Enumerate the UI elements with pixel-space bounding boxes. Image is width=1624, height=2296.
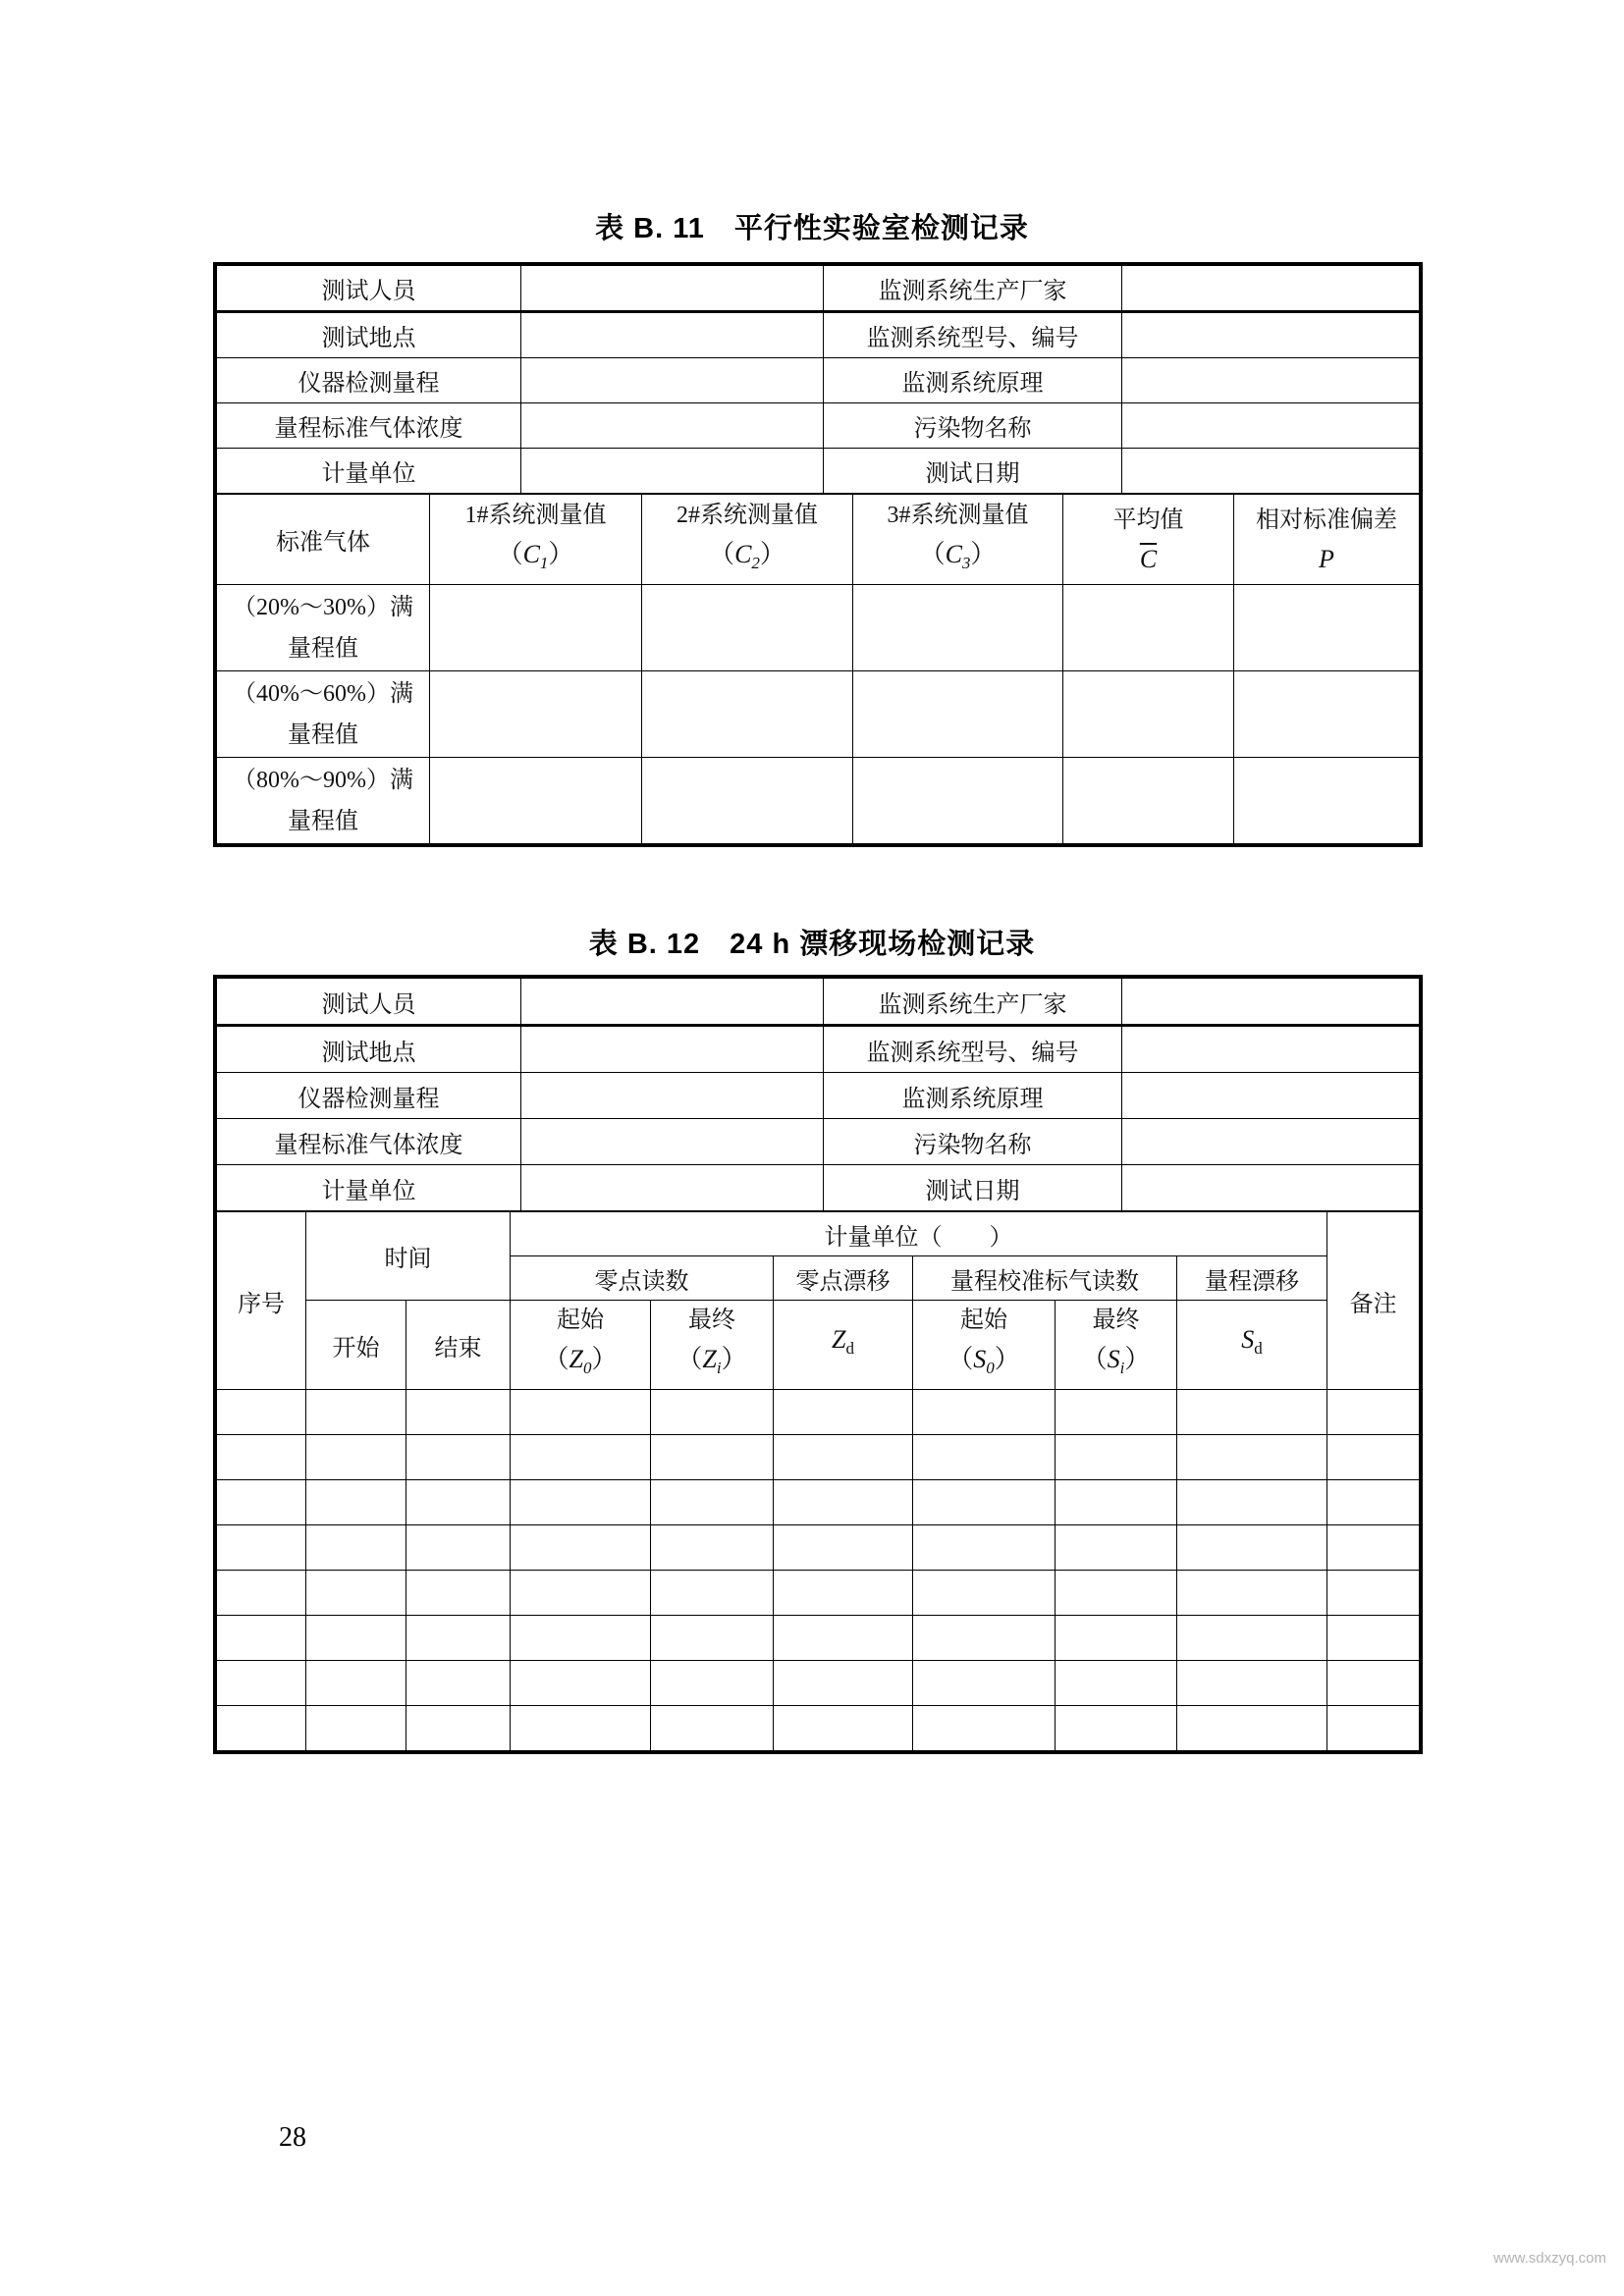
- table-row: [217, 1390, 1420, 1435]
- header-z0: [511, 1301, 651, 1390]
- header-z0-symbol: $(Z_0)$: [543, 1345, 618, 1378]
- empty-cell: [1056, 1390, 1177, 1435]
- empty-cell: [217, 1661, 306, 1706]
- row-label: （80%～90%）满量程值: [217, 758, 430, 844]
- empty-cell: [774, 1480, 913, 1525]
- empty-cell: [217, 1525, 306, 1571]
- row-label: （40%～60%）满量程值: [217, 671, 430, 758]
- empty-cell: [1056, 1571, 1177, 1616]
- empty-cell: [511, 1571, 651, 1616]
- info-label: 监测系统原理: [824, 358, 1122, 403]
- table-row: [217, 671, 1420, 758]
- info-value-cell: [521, 266, 824, 312]
- empty-cell: [774, 1525, 913, 1571]
- header-sys1-symbol: $(C_1)$: [497, 539, 574, 573]
- empty-cell: [511, 1706, 651, 1751]
- table-row: [217, 403, 1420, 449]
- empty-cell: [1327, 1661, 1420, 1706]
- empty-cell: [1177, 1525, 1327, 1571]
- info-value-cell: [1122, 403, 1420, 449]
- header-span-drift: 量程漂移: [1177, 1256, 1327, 1301]
- empty-cell: [913, 1480, 1056, 1525]
- empty-cell: [406, 1661, 511, 1706]
- table-row: [217, 1480, 1420, 1525]
- empty-cell: [306, 1661, 406, 1706]
- watermark: www.sdxzyq.com: [1492, 2250, 1606, 2267]
- empty-cell: [511, 1616, 651, 1661]
- empty-cell: [1327, 1706, 1420, 1751]
- header-s0-label: 起始: [960, 1308, 1007, 1334]
- info-label: 测试人员: [217, 266, 521, 312]
- header-average-symbol: $\overline{C}$: [1139, 544, 1158, 573]
- empty-cell: [774, 1435, 913, 1480]
- info-value-cell: [1122, 358, 1420, 403]
- info-value-cell: [521, 1165, 824, 1211]
- b12-empty-body: [217, 1390, 1420, 1751]
- info-label: 量程标准气体浓度: [217, 1119, 521, 1165]
- empty-cell: [651, 1435, 774, 1480]
- table-row: [217, 758, 1420, 844]
- header-sys3: [853, 495, 1063, 585]
- info-value-cell: [521, 1073, 824, 1119]
- info-value-cell: [521, 403, 824, 449]
- empty-cell: [913, 1661, 1056, 1706]
- empty-cell: [651, 1661, 774, 1706]
- empty-cell: [217, 1390, 306, 1435]
- empty-cell: [642, 585, 853, 671]
- info-value-cell: [1122, 1119, 1420, 1165]
- table-row: [217, 358, 1420, 403]
- header-zero-reading: 零点读数: [511, 1256, 774, 1301]
- table-row: [217, 1119, 1420, 1165]
- empty-cell: [1234, 758, 1420, 844]
- empty-cell: [217, 1706, 306, 1751]
- empty-cell: [306, 1571, 406, 1616]
- empty-cell: [1177, 1616, 1327, 1661]
- header-span-reading: 量程校准标气读数: [913, 1256, 1177, 1301]
- info-value-cell: [1122, 1026, 1420, 1073]
- empty-cell: [511, 1435, 651, 1480]
- empty-cell: [1056, 1525, 1177, 1571]
- empty-cell: [651, 1480, 774, 1525]
- header-remark: 备注: [1327, 1212, 1420, 1390]
- table-row: [217, 979, 1420, 1026]
- empty-cell: [913, 1390, 1056, 1435]
- info-label: 监测系统生产厂家: [824, 979, 1122, 1026]
- table-row: [217, 312, 1420, 358]
- header-zero-drift: 零点漂移: [774, 1256, 913, 1301]
- header-zi-symbol: $(Z_i)$: [677, 1345, 747, 1378]
- empty-cell: [651, 1616, 774, 1661]
- info-value-cell: [521, 1026, 824, 1073]
- info-value-cell: [1122, 1165, 1420, 1211]
- info-label: 监测系统原理: [824, 1073, 1122, 1119]
- empty-cell: [1063, 671, 1234, 758]
- empty-cell: [853, 671, 1063, 758]
- table-row: [217, 1026, 1420, 1073]
- table-row: [217, 1661, 1420, 1706]
- empty-cell: [306, 1616, 406, 1661]
- header-sys1: [430, 495, 642, 585]
- empty-cell: [913, 1706, 1056, 1751]
- header-average: [1063, 495, 1234, 585]
- empty-cell: [1327, 1525, 1420, 1571]
- page-number: 28: [279, 2122, 306, 2153]
- table-header-row: [217, 495, 1420, 585]
- info-label: 测试人员: [217, 979, 521, 1026]
- empty-cell: [1177, 1435, 1327, 1480]
- empty-cell: [913, 1525, 1056, 1571]
- empty-cell: [774, 1706, 913, 1751]
- info-label: 计量单位: [217, 449, 521, 494]
- info-label: 仪器检测量程: [217, 358, 521, 403]
- info-value-cell: [521, 1119, 824, 1165]
- info-label: 仪器检测量程: [217, 1073, 521, 1119]
- empty-cell: [1234, 585, 1420, 671]
- empty-cell: [774, 1661, 913, 1706]
- header-z0-label: 起始: [557, 1308, 604, 1334]
- empty-cell: [406, 1616, 511, 1661]
- info-value-cell: [521, 979, 824, 1026]
- header-zd: [774, 1301, 913, 1390]
- header-sys2-label: 2#系统测量值: [677, 502, 818, 528]
- info-value-cell: [521, 358, 824, 403]
- empty-cell: [913, 1571, 1056, 1616]
- empty-cell: [430, 671, 642, 758]
- table-row: [217, 1165, 1420, 1211]
- table-b12: [213, 975, 1423, 1754]
- empty-cell: [651, 1706, 774, 1751]
- info-value-cell: [521, 312, 824, 358]
- empty-cell: [217, 1616, 306, 1661]
- empty-cell: [406, 1480, 511, 1525]
- table-header-row: [217, 1212, 1420, 1256]
- empty-cell: [430, 758, 642, 844]
- empty-cell: [511, 1390, 651, 1435]
- info-label: 监测系统型号、编号: [824, 312, 1122, 358]
- empty-cell: [406, 1435, 511, 1480]
- table-b12-main: [216, 1211, 1420, 1751]
- header-zi-label: 最终: [688, 1308, 735, 1334]
- empty-cell: [430, 585, 642, 671]
- empty-cell: [406, 1706, 511, 1751]
- table-b11-info: [216, 265, 1420, 494]
- header-end: 结束: [406, 1301, 511, 1390]
- empty-cell: [406, 1390, 511, 1435]
- empty-cell: [1177, 1571, 1327, 1616]
- empty-cell: [1177, 1480, 1327, 1525]
- empty-cell: [306, 1390, 406, 1435]
- empty-cell: [774, 1616, 913, 1661]
- empty-cell: [306, 1706, 406, 1751]
- table-row: [217, 1706, 1420, 1751]
- table-row: [217, 1435, 1420, 1480]
- table-row: [217, 266, 1420, 312]
- info-value-cell: [1122, 449, 1420, 494]
- empty-cell: [1327, 1390, 1420, 1435]
- empty-cell: [642, 758, 853, 844]
- empty-cell: [913, 1616, 1056, 1661]
- header-sys1-label: 1#系统测量值: [464, 502, 607, 528]
- info-label: 测试日期: [824, 1165, 1122, 1211]
- header-rsd-symbol: P: [1319, 544, 1334, 573]
- header-s0-symbol: $(S_0)$: [947, 1345, 1020, 1378]
- empty-cell: [853, 758, 1063, 844]
- table-row: [217, 1525, 1420, 1571]
- empty-cell: [853, 585, 1063, 671]
- info-value-cell: [1122, 1073, 1420, 1119]
- info-label: 测试地点: [217, 1026, 521, 1073]
- info-value-cell: [1122, 979, 1420, 1026]
- empty-cell: [1177, 1661, 1327, 1706]
- empty-cell: [306, 1435, 406, 1480]
- empty-cell: [1327, 1435, 1420, 1480]
- empty-cell: [1056, 1661, 1177, 1706]
- header-sd: [1177, 1301, 1327, 1390]
- empty-cell: [306, 1480, 406, 1525]
- header-rsd-label: 相对标准偏差: [1256, 507, 1397, 533]
- info-label: 量程标准气体浓度: [217, 403, 521, 449]
- empty-cell: [217, 1480, 306, 1525]
- empty-cell: [511, 1480, 651, 1525]
- info-value-cell: [1122, 312, 1420, 358]
- empty-cell: [1234, 671, 1420, 758]
- info-label: 污染物名称: [824, 403, 1122, 449]
- table-b12-info: [216, 978, 1420, 1211]
- empty-cell: [406, 1571, 511, 1616]
- empty-cell: [651, 1390, 774, 1435]
- table-row: [217, 1571, 1420, 1616]
- header-rsd: [1234, 495, 1420, 585]
- empty-cell: [1177, 1390, 1327, 1435]
- table-b11-main: [216, 494, 1420, 844]
- header-start: 开始: [306, 1301, 406, 1390]
- header-time: 时间: [306, 1212, 511, 1301]
- empty-cell: [217, 1435, 306, 1480]
- info-label: 计量单位: [217, 1165, 521, 1211]
- table-row: [217, 449, 1420, 494]
- empty-cell: [651, 1525, 774, 1571]
- empty-cell: [511, 1661, 651, 1706]
- header-sys2-symbol: $(C_2)$: [709, 539, 785, 573]
- info-label: 测试地点: [217, 312, 521, 358]
- header-si-label: 最终: [1092, 1308, 1140, 1334]
- empty-cell: [651, 1571, 774, 1616]
- table-b11: [213, 262, 1423, 847]
- header-s0: [913, 1301, 1056, 1390]
- empty-cell: [1063, 585, 1234, 671]
- empty-cell: [1177, 1706, 1327, 1751]
- row-label: （20%～30%）满量程值: [217, 585, 430, 671]
- header-zi: [651, 1301, 774, 1390]
- header-sys3-symbol: $(C_3)$: [919, 539, 997, 573]
- table-b11-title: 表 B. 11 平行性实验室检测记录: [595, 213, 1029, 244]
- empty-cell: [217, 1571, 306, 1616]
- empty-cell: [511, 1525, 651, 1571]
- empty-cell: [913, 1435, 1056, 1480]
- empty-cell: [406, 1525, 511, 1571]
- info-value-cell: [1122, 266, 1420, 312]
- empty-cell: [774, 1390, 913, 1435]
- header-unit: 计量单位（ ）: [511, 1212, 1327, 1256]
- header-average-label: 平均值: [1112, 507, 1184, 533]
- info-label: 测试日期: [824, 449, 1122, 494]
- header-sys2: [642, 495, 853, 585]
- empty-cell: [1056, 1435, 1177, 1480]
- info-label: 监测系统生产厂家: [824, 266, 1122, 312]
- empty-cell: [1056, 1480, 1177, 1525]
- header-seq: 序号: [217, 1212, 306, 1390]
- empty-cell: [1327, 1480, 1420, 1525]
- info-value-cell: [521, 449, 824, 494]
- empty-cell: [1327, 1571, 1420, 1616]
- empty-cell: [774, 1571, 913, 1616]
- info-label: 污染物名称: [824, 1119, 1122, 1165]
- empty-cell: [642, 671, 853, 758]
- header-sd-symbol: $S_d$: [1241, 1325, 1263, 1359]
- header-standard-gas: 标准气体: [217, 495, 430, 585]
- empty-cell: [1327, 1616, 1420, 1661]
- header-zd-symbol: $Z_d$: [832, 1325, 854, 1359]
- empty-cell: [306, 1525, 406, 1571]
- empty-cell: [1063, 758, 1234, 844]
- empty-cell: [1056, 1616, 1177, 1661]
- table-row: [217, 1616, 1420, 1661]
- table-header-row: [217, 1301, 1420, 1390]
- header-sys3-label: 3#系统测量值: [887, 502, 1029, 528]
- table-row: [217, 585, 1420, 671]
- table-row: [217, 1073, 1420, 1119]
- table-b12-title: 表 B. 12 24 h 漂移现场检测记录: [588, 929, 1036, 960]
- header-si: [1056, 1301, 1177, 1390]
- info-label: 监测系统型号、编号: [824, 1026, 1122, 1073]
- empty-cell: [1056, 1706, 1177, 1751]
- header-si-symbol: $(S_i)$: [1081, 1345, 1151, 1378]
